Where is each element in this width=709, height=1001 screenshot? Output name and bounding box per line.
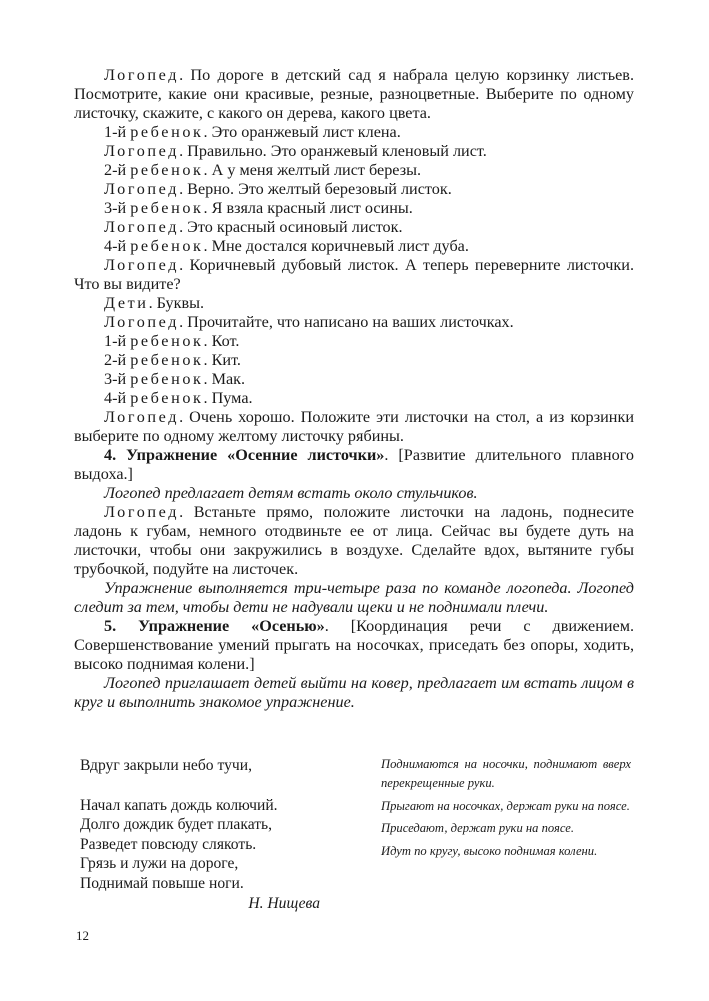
speaker: Логопед	[104, 256, 180, 274]
speaker: ребенок	[130, 389, 204, 407]
dialogue-line: 4-й ребенок. Мне достался коричневый лист дуба.	[104, 237, 469, 255]
speaker: ребенок	[130, 199, 204, 217]
movement-notes	[381, 755, 631, 864]
dialogue-line: Логопед. Очень хорошо. Положите эти листочки на стол, а из корзинки выберите по одному желтому листочку рябины.	[74, 408, 634, 445]
speaker: ребенок	[130, 332, 204, 350]
dialogue-line: 4-й ребенок. Пума.	[104, 389, 253, 407]
poem-line: Поднимай повыше ноги.	[80, 874, 244, 892]
poem-author: Н. Нищева	[248, 894, 320, 912]
dialogue-line: Логопед. Это красный осиновый листок.	[104, 218, 403, 236]
poem-line: Долго дождик будет плакать,	[80, 816, 273, 834]
dialogue-line: 3-й ребенок. Мак.	[104, 370, 246, 388]
exercise-4-speech: Логопед. Встаньте прямо, положите листочки на ладонь, поднесите ладонь к губам, немного отодвиньте ее от лица. Сейчас вы будете дуть на листочки, чтобы они закружились в воздухе. Сделайте вдох, вытяните губы трубочкой, подуйте на листочек.	[74, 503, 634, 578]
poem-line: Разведет повсюду слякоть.	[80, 835, 257, 853]
dialogue-line: Логопед. Прочитайте, что написано на ваших листочках.	[104, 313, 514, 331]
poem-line: Грязь и лужи на дороге,	[80, 855, 239, 873]
dialogue-line: Логопед. Верно. Это желтый березовый листок.	[104, 180, 452, 198]
dialogue-line: Логопед. Коричневый дубовый листок. А теперь переверните листочки. Что вы видите?	[74, 256, 634, 293]
movement-note: Идут по кругу, высоко поднимая колени.	[381, 843, 598, 858]
poem-line: Начал капать дождь колючий.	[80, 796, 278, 814]
exercise-5-instruction: Логопед приглашает детей выйти на ковер, предлагает им встать лицом в круг и выполнить знакомое упражнение.	[74, 674, 634, 711]
page-number: 12	[76, 928, 89, 943]
movement-note: Прыгают на носочках, держат руки на поясе.	[381, 798, 630, 813]
speaker: Логопед	[104, 218, 180, 236]
exercise-4-instruction: Логопед предлагает детям встать около стульчиков.	[104, 484, 478, 502]
speaker: Логопед	[104, 180, 180, 198]
dialogue-line: Дети. Буквы.	[104, 294, 205, 312]
speaker: ребенок	[130, 351, 204, 369]
movement-note: Приседают, держат руки на поясе.	[381, 821, 575, 836]
page-body	[74, 66, 634, 712]
exercise-4-heading: 4. Упражнение «Осенние листочки». [Развитие длительного плавного выдоха.]	[74, 446, 634, 483]
speaker: ребенок	[130, 370, 204, 388]
exercise-5-heading: 5. Упражнение «Осенью». [Координация речи с движением. Совершенствование умений прыгать на носочках, приседать без опоры, ходить, высоко поднимая колени.]	[74, 617, 634, 673]
movement-note: Поднимаются на носочки, поднимают вверх перекрещенные руки.	[381, 757, 631, 791]
speaker: Логопед	[104, 66, 180, 84]
dialogue-line: 2-й ребенок. А у меня желтый лист березы.	[104, 161, 422, 179]
dialogue-line: 2-й ребенок. Кит.	[104, 351, 241, 369]
speaker: Логопед	[104, 408, 180, 426]
dialogue-line: Логопед. Правильно. Это оранжевый кленовый лист.	[104, 142, 487, 160]
speaker: Логопед	[104, 142, 180, 160]
exercise-4-note: Упражнение выполняется три-четыре раза по команде логопеда. Логопед следит за тем, чтобы дети не надували щеки и не поднимали плечи.	[74, 579, 634, 616]
dialogue-line: 1-й ребенок. Это оранжевый лист клена.	[104, 123, 401, 141]
speaker: Логопед	[104, 503, 180, 521]
dialogue-line: Логопед. По дороге в детский сад я набрала целую корзинку листьев. Посмотрите, какие они красивые, резные, разноцветные. Выберите по одному листочку, скажите, с какого он дерева, какого цвета.	[74, 66, 634, 122]
poem	[80, 756, 320, 913]
speaker: ребенок	[130, 123, 204, 141]
exercise-4-title: 4. Упражнение «Осенние листочки»	[104, 446, 385, 464]
speaker: ребенок	[130, 237, 204, 255]
speaker: Логопед	[104, 313, 180, 331]
dialogue-line: 1-й ребенок. Кот.	[104, 332, 240, 350]
poem-line: Вдруг закрыли небо тучи,	[80, 757, 252, 774]
speaker: ребенок	[130, 161, 204, 179]
dialogue-line: 3-й ребенок. Я взяла красный лист осины.	[104, 199, 413, 217]
exercise-5-title: 5. Упражнение «Осенью»	[104, 617, 325, 635]
speaker: Дети	[104, 294, 149, 312]
